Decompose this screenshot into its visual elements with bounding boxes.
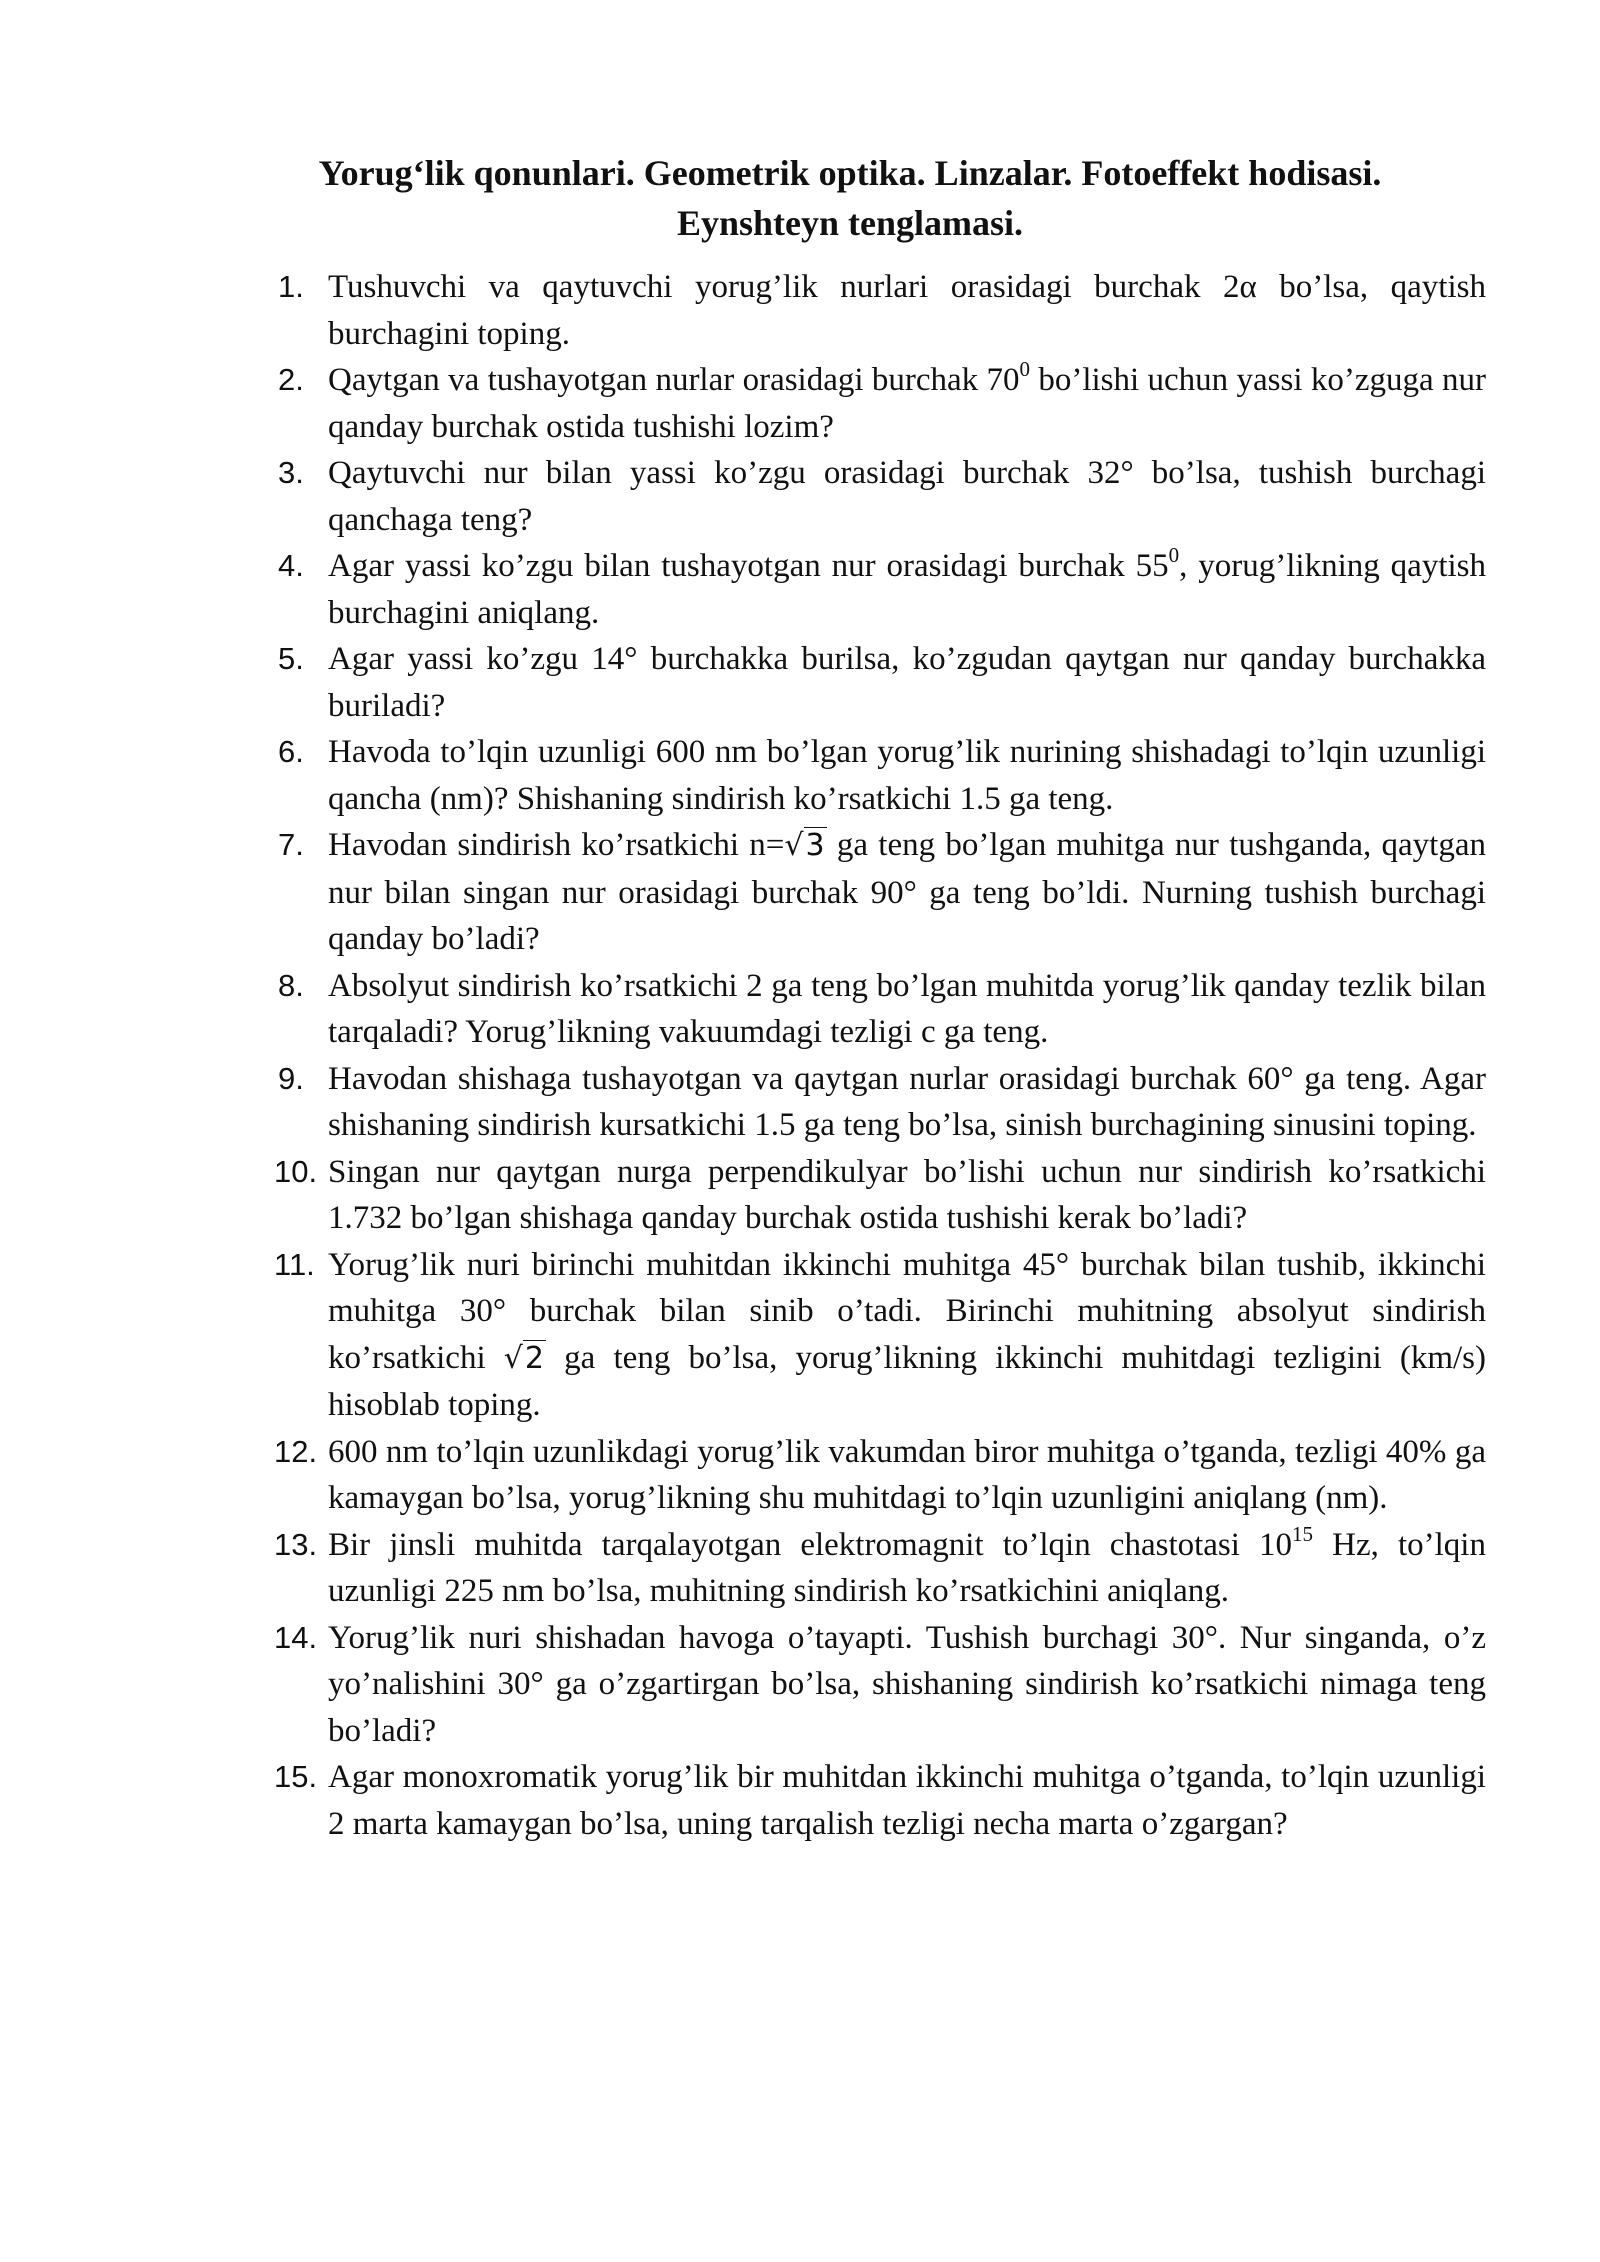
problem-10 [274,1149,1486,1242]
problem-text: Singan nur qaytgan nurga perpendikulyar bo’lishi uchun nur sindirish ko’rsatkichi 1.732 bo’lgan shishaga qanday burchak ostida tushishi kerak bo’ladi? [328,1153,1486,1236]
problem-3 [278,450,1486,543]
problem-text: Tushuvchi va qaytuvchi yorug’lik nurlari orasidagi burchak 2α bo’lsa, qaytish burchagini toping. [328,269,1486,352]
problem-number: 12. [274,1433,318,1469]
problem-2 [278,357,1486,450]
problem-8 [278,963,1486,1056]
problem-number: 2. [278,362,304,397]
degree-superscript: 0 [1019,357,1031,381]
problem-4 [278,543,1486,636]
problem-12 [274,1429,1486,1522]
problem-text-part-b: Hz, to’lqin uzunligi 225 nm bo’lsa, muhitning sindirish ko’rsatkichini aniqlang. [328,1526,1486,1609]
sqrt-radicand: 2 [524,1340,545,1376]
problem-text: Agar monoxromatik yorug’lik bir muhitdan ikkinchi muhitga o’tganda, to’lqin uzunligi 2 marta kamaygan bo’lsa, uning tarqalish tezligi necha marta o’zgargan? [328,1759,1486,1842]
degree-superscript: 0 [1168,543,1180,567]
problem-text-part-b: , yorug’likning qaytish burchagini aniqlang. [328,548,1486,631]
title-line-1: Yorug‘lik qonunlari. Geometrik optika. Linzalar. Fotoeffekt hodisasi. [318,153,1382,193]
problem-number: 6. [278,734,304,769]
problem-number: 5. [278,641,304,676]
problem-1 [278,264,1486,357]
problem-text-part-a: Qaytgan va tushayotgan nurlar orasidagi burchak 70 [328,362,1020,398]
problem-11 [274,1242,1486,1429]
problem-text-part-b: ga teng bo’lgan muhitga nur tushganda, qaytgan nur bilan singan nur orasidagi burchak 90° ga teng bo’ldi. Nurning tushish burchagi qanday bo’ladi? [328,827,1486,957]
problem-number: 4. [278,548,304,583]
problem-text-part-b: ga teng bo’lsa, yorug’likning ikkinchi muhitdagi tezligini (km/s) hisoblab toping. [328,1339,1486,1423]
problem-text-part-a: Agar yassi ko’zgu bilan tushayotgan nur orasidagi burchak 55 [328,548,1169,584]
problem-text: Havodan shishaga tushayotgan va qaytgan nurlar orasidagi burchak 60° ga teng. Agar shishaning sindirish kursatkichi 1.5 ga teng bo’lsa, sinish burchagining sinusini toping. [328,1060,1486,1143]
problem-number: 15. [274,1759,318,1794]
problem-number: 3. [278,455,304,490]
exponent-superscript: 15 [1292,1521,1314,1546]
problem-text-part-b: bo’lishi uchun yassi ko’zguga nur qanday burchak ostida tushishi lozim? [328,362,1486,445]
problem-7 [278,822,1486,963]
square-root-expression [504,1336,546,1383]
problem-9 [278,1056,1486,1149]
problem-text: Agar yassi ko’zgu 14° burchakka burilsa, ko’zgudan qaytgan nur qanday burchakka buriladi? [328,641,1486,724]
sqrt-radicand: 3 [805,828,825,863]
problem-text-part-a: Bir jinsli muhitda tarqalayotgan elektromagnit to’lqin chastotasi 10 [328,1526,1293,1563]
problem-14 [274,1615,1486,1755]
problem-number: 11. [274,1246,315,1282]
problem-number: 13. [274,1526,318,1562]
problem-text: Havoda to’lqin uzunligi 600 nm bo’lgan yorug’lik nurining shishadagi to’lqin uzunligi qancha (nm)? Shishaning sindirish ko’rsatkichi 1.5 ga teng. [328,734,1486,817]
page-title [250,148,1450,248]
problem-text-part-a: Yorug’lik nuri birinchi muhitdan ikkinchi muhitga 45° burchak bilan tushib, ikkinchi muhitga 30° burchak bilan sinib o’tadi. Birinchi muhitning absolyut sindirish ko’rsatkichi [328,1246,1486,1376]
problem-number: 1. [278,269,304,304]
problem-13 [274,1521,1486,1615]
problem-5 [278,636,1486,729]
problem-number: 8. [278,967,304,1003]
problem-list [274,264,1486,1847]
problem-text: 600 nm to’lqin uzunlikdagi yorug’lik vakumdan biror muhitga o’tganda, tezligi 40% ga kamaygan bo’lsa, yorug’likning shu muhitdagi to’lqin uzunligini aniqlang (nm). [328,1433,1486,1516]
title-line-2: Eynshteyn tenglamasi. [676,203,1024,243]
sqrt-sign: √ [784,828,804,863]
problem-6 [278,729,1486,822]
problem-number: 9. [278,1060,304,1096]
problem-number: 14. [274,1619,318,1655]
problem-text-part-a: Havodan sindirish ko’rsatkichi n= [328,827,785,863]
problem-text: Yorug’lik nuri shishadan havoga o’tayapti. Tushish burchagi 30°. Nur singanda, o’z yo’nalishini 30° ga o’zgartirgan bo’lsa, shishaning sindirish ko’rsatkichi nimaga teng bo’ladi? [328,1619,1486,1749]
problem-number: 7. [278,827,304,862]
square-root-expression [784,823,826,870]
problem-number: 10. [274,1153,318,1189]
problem-15 [274,1754,1486,1847]
problem-text: Qaytuvchi nur bilan yassi ko’zgu orasidagi burchak 32° bo’lsa, tushish burchagi qanchaga teng? [328,455,1486,538]
problem-text: Absolyut sindirish ko’rsatkichi 2 ga teng bo’lgan muhitda yorug’lik qanday tezlik bilan tarqaladi? Yorug’likning vakuumdagi tezligi c ga teng. [328,967,1486,1050]
sqrt-sign: √ [503,1340,523,1376]
